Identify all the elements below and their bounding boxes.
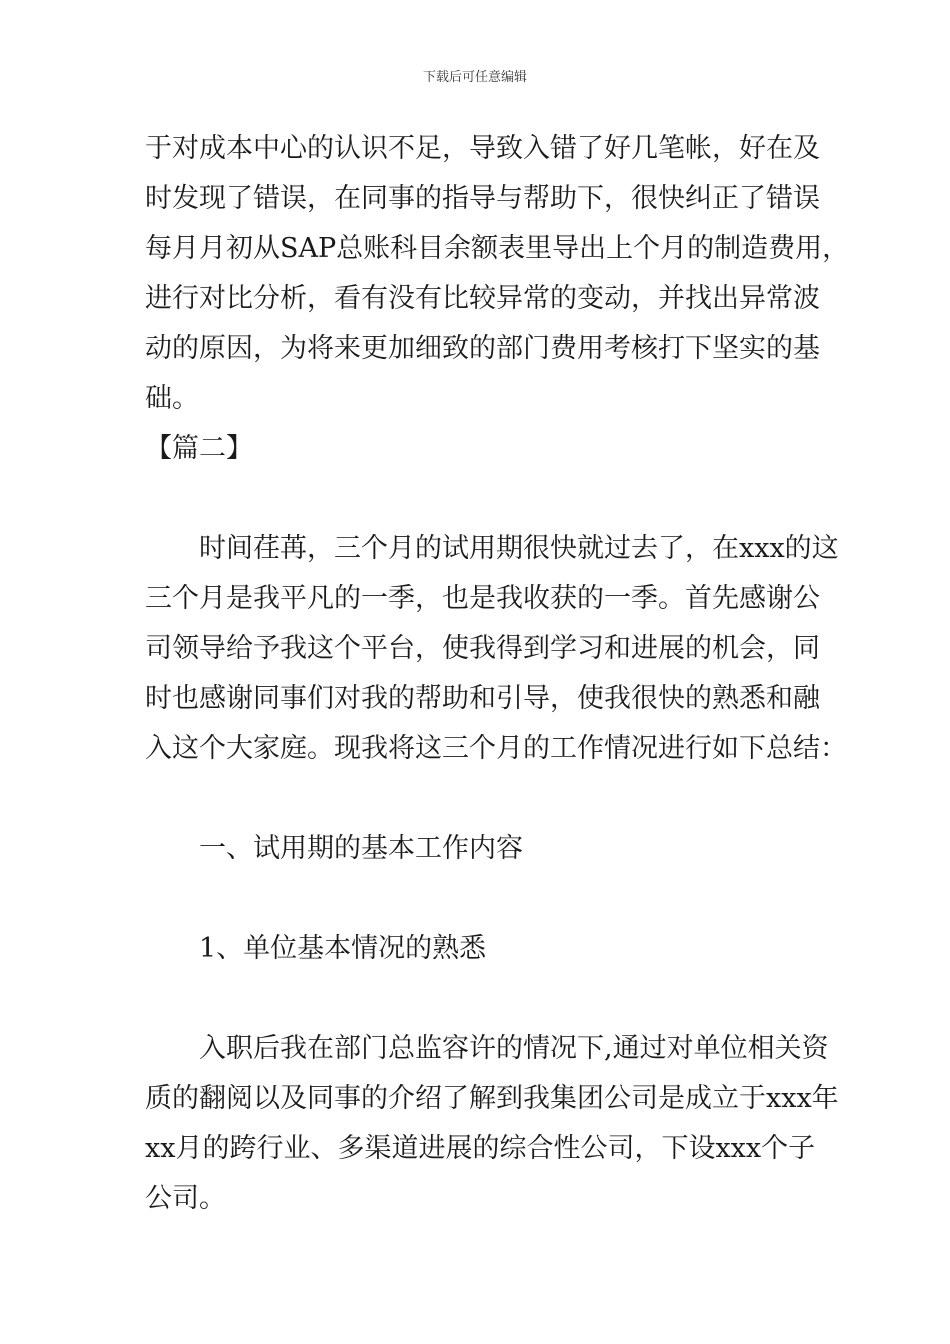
text-line: 司领导给予我这个平台，使我得到学习和进展的机会，同	[145, 633, 820, 664]
text-line: 每月月初从SAP总账科目余额表里导出上个月的制造费用，	[145, 233, 850, 264]
blank-line	[145, 474, 815, 524]
page-header-note: 下载后可任意编辑	[422, 70, 527, 85]
heading-unit-familiarization: 1、单位基本情况的熟悉	[199, 933, 487, 964]
text-line: 时间荏苒，三个月的试用期很快就过去了，在xxx的这	[199, 533, 839, 564]
text-line: 进行对比分析，看有没有比较异常的变动，并找出异常波	[145, 283, 820, 314]
blank-line	[145, 874, 815, 924]
text-line: 入这个大家庭。现我将这三个月的工作情况进行如下总结：	[145, 733, 847, 764]
text-line: 入职后我在部门总监容许的情况下,通过对单位相关资	[199, 1033, 829, 1064]
text-line: 动的原因，为将来更加细致的部门费用考核打下坚实的基	[145, 333, 820, 364]
blank-line	[145, 774, 815, 824]
text-line: 时也感谢同事们对我的帮助和引导，使我很快的熟悉和融	[145, 683, 820, 714]
blank-line	[145, 974, 815, 1024]
text-line: 于对成本中心的认识不足，导致入错了好几笔帐，好在及	[145, 133, 820, 164]
text-line: 础。	[145, 383, 199, 414]
text-line: 时发现了错误，在同事的指导与帮助下，很快纠正了错误	[145, 183, 820, 214]
text-line: 公司。	[145, 1183, 226, 1214]
text-line: xx月的跨行业、多渠道进展的综合性公司，下设xxx个子	[145, 1133, 816, 1164]
section-title: 【篇二】	[145, 433, 253, 464]
document-body	[145, 124, 850, 1224]
text-line: 质的翻阅以及同事的介绍了解到我集团公司是成立于xxx年	[145, 1083, 839, 1114]
text-line: 三个月是我平凡的一季，也是我收获的一季。首先感谢公	[145, 583, 820, 614]
heading-basic-work: 一、试用期的基本工作内容	[199, 833, 523, 864]
